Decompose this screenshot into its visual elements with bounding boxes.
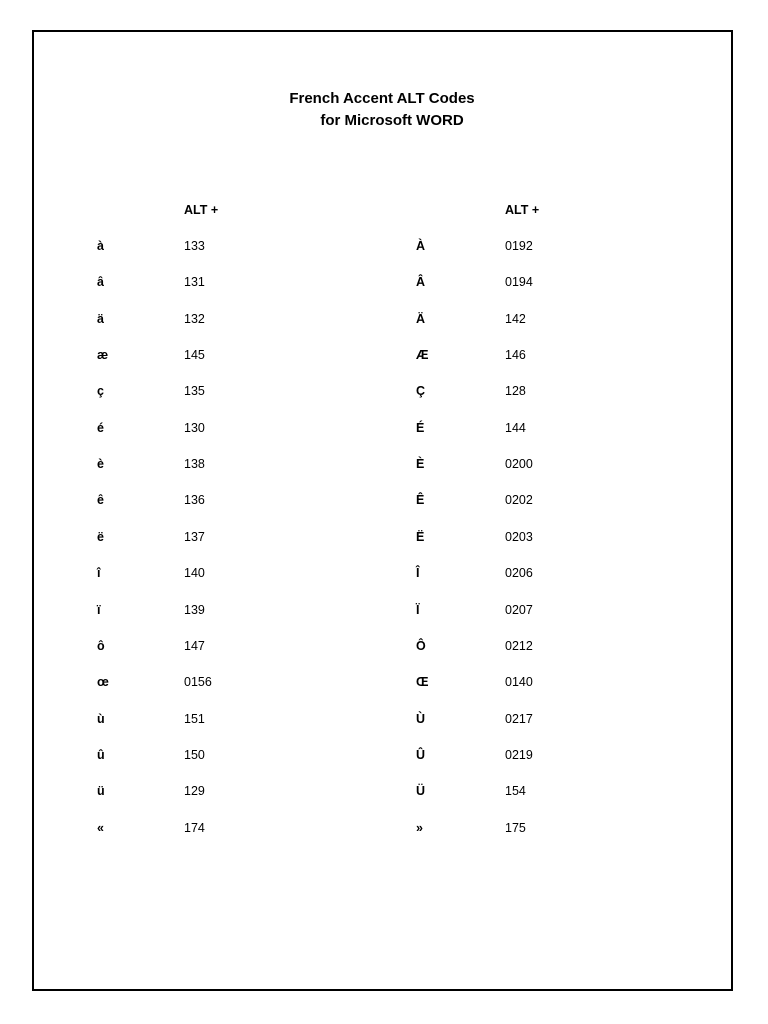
uppercase-alt-code: 0194	[505, 275, 533, 289]
uppercase-character: È	[416, 457, 425, 471]
lowercase-character: é	[97, 421, 104, 435]
uppercase-alt-code: 0219	[505, 748, 533, 762]
left-column-header: ALT +	[184, 203, 219, 217]
uppercase-character: Ü	[416, 784, 426, 798]
uppercase-character: Ë	[416, 530, 425, 544]
lowercase-alt-code: 132	[184, 312, 205, 326]
uppercase-alt-code: 175	[505, 821, 526, 835]
lowercase-alt-code: 147	[184, 639, 205, 653]
uppercase-character: Â	[416, 275, 426, 289]
uppercase-character: Î	[416, 566, 420, 580]
lowercase-character: î	[97, 566, 101, 580]
lowercase-character: â	[97, 275, 104, 289]
uppercase-alt-code: 0207	[505, 603, 533, 617]
uppercase-alt-code: 0140	[505, 675, 533, 689]
uppercase-alt-code: 0203	[505, 530, 533, 544]
uppercase-alt-code: 0212	[505, 639, 533, 653]
uppercase-character: Œ	[416, 675, 429, 689]
lowercase-character: «	[97, 821, 104, 835]
uppercase-alt-code: 146	[505, 348, 526, 362]
uppercase-alt-code: 0206	[505, 566, 533, 580]
lowercase-alt-code: 131	[184, 275, 205, 289]
title-line-1: French Accent ALT Codes	[289, 90, 475, 107]
lowercase-alt-code: 133	[184, 239, 205, 253]
uppercase-character: Ù	[416, 712, 426, 726]
uppercase-alt-code: 0202	[505, 493, 533, 507]
uppercase-character: À	[416, 239, 426, 253]
lowercase-alt-code: 150	[184, 748, 205, 762]
title-line-2: for Microsoft WORD	[320, 112, 464, 129]
lowercase-alt-code: 151	[184, 712, 205, 726]
uppercase-alt-code: 128	[505, 384, 526, 398]
right-column-header: ALT +	[505, 203, 540, 217]
lowercase-character: à	[97, 239, 104, 253]
uppercase-character: Æ	[416, 348, 429, 362]
uppercase-alt-code: 0192	[505, 239, 533, 253]
lowercase-alt-code: 174	[184, 821, 205, 835]
lowercase-character: û	[97, 748, 105, 762]
lowercase-alt-code: 137	[184, 530, 205, 544]
uppercase-alt-code: 0217	[505, 712, 533, 726]
uppercase-character: Ô	[416, 639, 426, 653]
lowercase-alt-code: 130	[184, 421, 205, 435]
lowercase-character: æ	[97, 348, 109, 362]
uppercase-alt-code: 0200	[505, 457, 533, 471]
uppercase-character: Û	[416, 748, 426, 762]
lowercase-alt-code: 136	[184, 493, 205, 507]
uppercase-alt-code: 154	[505, 784, 526, 798]
lowercase-character: ä	[97, 312, 104, 326]
uppercase-alt-code: 144	[505, 421, 526, 435]
lowercase-character: œ	[97, 675, 109, 689]
lowercase-alt-code: 140	[184, 566, 205, 580]
lowercase-alt-code: 139	[184, 603, 205, 617]
uppercase-character: Ê	[416, 493, 425, 507]
page-border	[32, 30, 733, 991]
lowercase-character: ï	[97, 603, 101, 617]
lowercase-character: ù	[97, 712, 105, 726]
lowercase-character: ë	[97, 530, 104, 544]
uppercase-character: Ç	[416, 384, 426, 398]
lowercase-character: ç	[97, 384, 104, 398]
lowercase-character: ê	[97, 493, 104, 507]
uppercase-character: »	[416, 821, 423, 835]
uppercase-character: Ï	[416, 603, 420, 617]
uppercase-alt-code: 142	[505, 312, 526, 326]
uppercase-character: É	[416, 421, 425, 435]
lowercase-alt-code: 0156	[184, 675, 212, 689]
lowercase-alt-code: 129	[184, 784, 205, 798]
lowercase-alt-code: 145	[184, 348, 205, 362]
lowercase-alt-code: 135	[184, 384, 205, 398]
lowercase-character: è	[97, 457, 104, 471]
lowercase-character: ü	[97, 784, 105, 798]
lowercase-alt-code: 138	[184, 457, 205, 471]
uppercase-character: Ä	[416, 312, 426, 326]
lowercase-character: ô	[97, 639, 105, 653]
